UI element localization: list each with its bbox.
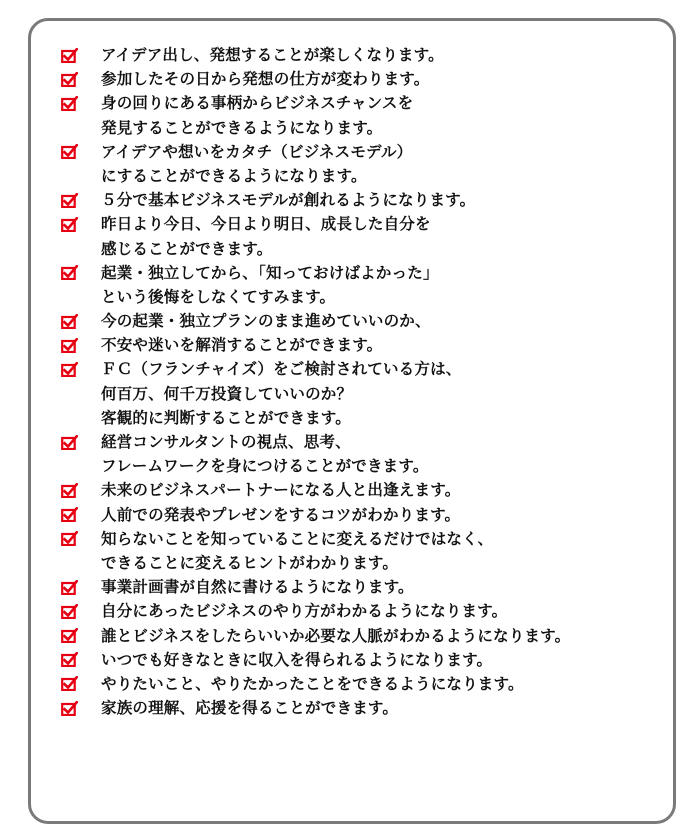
benefit-text: [101, 503, 460, 527]
benefit-text: [101, 624, 570, 648]
benefit-text: [101, 527, 493, 575]
benefit-text-line: 身の回りにある事柄からビジネスチャンスを: [101, 94, 414, 113]
checkbox-checked-icon: [61, 575, 81, 599]
benefit-text-line: フレームワークを身につけることができます。: [101, 457, 429, 476]
checkbox-checked-icon: [61, 67, 81, 91]
benefit-item: [61, 91, 570, 139]
benefit-text-line: 誰とビジネスをしたらいいか必要な人脈がわかるようになります。: [101, 626, 571, 645]
benefit-text: [101, 648, 492, 672]
benefit-text: [101, 672, 524, 696]
checkbox-checked-icon: [61, 696, 81, 720]
benefit-text-line: 感じることができます。: [101, 239, 273, 258]
benefit-text: [101, 140, 412, 188]
benefit-item: [61, 478, 570, 502]
benefits-card: [28, 18, 676, 824]
benefit-text-line: 自分にあったビジネスのやり方がわかるようになります。: [101, 602, 508, 621]
checkbox-checked-icon: [61, 309, 81, 333]
benefit-item: [61, 140, 570, 188]
benefit-text: [101, 67, 429, 91]
benefit-text-line: 起業・独立してから、「知っておけばよかった」: [101, 263, 439, 282]
benefit-item: [61, 624, 570, 648]
checkbox-checked-icon: [61, 503, 81, 527]
benefit-text-line: 事業計画書が自然に書けるようになります。: [101, 578, 414, 597]
benefit-text-line: 不安や迷いを解消することができます。: [101, 336, 383, 355]
benefit-text-line: 今の起業・独立プランのまま進めていいのか、: [101, 312, 431, 331]
benefit-text-line: ５分で基本ビジネスモデルが創れるようになります。: [101, 191, 476, 210]
benefit-text: [101, 696, 398, 720]
benefit-text-line: やりたいこと、やりたかったことをできるようになります。: [101, 674, 524, 693]
benefit-text-line: 人前での発表やプレゼンをするコツがわかります。: [101, 505, 461, 524]
benefit-item: [61, 527, 570, 575]
benefit-text: [101, 430, 429, 478]
benefit-item: [61, 67, 570, 91]
benefit-text-line: いつでも好きなときに収入を得られるようになります。: [101, 650, 493, 669]
benefit-text: [101, 212, 431, 260]
benefit-text-line: アイデアや想いをカタチ（ビジネスモデル）: [101, 142, 413, 161]
checkbox-checked-icon: [61, 430, 81, 454]
checkbox-checked-icon: [61, 648, 81, 672]
benefit-text: [101, 43, 444, 67]
benefit-text-line: 未来のビジネスパートナーになる人と出逢えます。: [101, 481, 461, 500]
benefit-text: [101, 575, 414, 599]
benefit-text: [101, 333, 382, 357]
benefit-item: [61, 43, 570, 67]
benefit-item: [61, 575, 570, 599]
checkbox-checked-icon: [61, 478, 81, 502]
benefit-text-line: 参加したその日から発想の仕方が変わります。: [101, 70, 430, 89]
checkbox-checked-icon: [61, 599, 81, 623]
benefit-item: [61, 696, 570, 720]
checkbox-checked-icon: [61, 527, 81, 551]
benefit-text: [101, 91, 413, 139]
benefit-item: [61, 212, 570, 260]
benefit-text-line: アイデア出し、発想することが楽しくなります。: [101, 46, 444, 64]
benefit-text: [101, 309, 431, 333]
benefit-text-line: 経営コンサルタントの視点、思考、: [101, 433, 351, 451]
benefit-item: [61, 333, 570, 357]
benefit-item: [61, 430, 570, 478]
benefit-text: [101, 478, 460, 502]
benefit-item: [61, 188, 570, 212]
benefit-text-line: 家族の理解、応援を得ることができます。: [101, 699, 399, 718]
benefit-text-line: 昨日より今日、今日より明日、成長した自分を: [101, 215, 431, 234]
checkbox-checked-icon: [61, 624, 81, 648]
checkbox-checked-icon: [61, 140, 81, 164]
checkbox-checked-icon: [61, 333, 81, 357]
benefit-item: [61, 648, 570, 672]
benefit-text: [101, 188, 475, 212]
benefit-item: [61, 357, 570, 430]
benefit-item: [61, 309, 570, 333]
benefit-text-line: 客観的に判断することができます。: [101, 408, 351, 427]
benefit-text-line: にすることができるようになります。: [101, 166, 367, 185]
benefit-text-line: 発見することができるようになります。: [101, 118, 383, 137]
benefit-text-line: できることに変えるヒントがわかります。: [101, 553, 399, 572]
benefit-text-line: 知らないことを知っていることに変えるだけではなく、: [101, 529, 494, 548]
benefit-text: [101, 261, 439, 309]
checkbox-checked-icon: [61, 43, 81, 67]
benefit-text-line: 何百万、何千万投資していいのか？: [101, 384, 353, 403]
benefit-text-line: ＦＣ（フランチャイズ）をご検討されている方は、: [101, 360, 462, 379]
checkbox-checked-icon: [61, 261, 81, 285]
checkbox-checked-icon: [61, 188, 81, 212]
benefit-text-line: という後悔をしなくてすみます。: [101, 287, 336, 306]
checkbox-checked-icon: [61, 672, 81, 696]
benefit-list: [61, 43, 570, 720]
benefit-item: [61, 599, 570, 623]
benefit-item: [61, 261, 570, 309]
benefit-text: [101, 357, 461, 430]
checkbox-checked-icon: [61, 357, 81, 381]
benefit-text: [101, 599, 507, 623]
checkbox-checked-icon: [61, 212, 81, 236]
checkbox-checked-icon: [61, 91, 81, 115]
benefit-item: [61, 503, 570, 527]
benefit-item: [61, 672, 570, 696]
